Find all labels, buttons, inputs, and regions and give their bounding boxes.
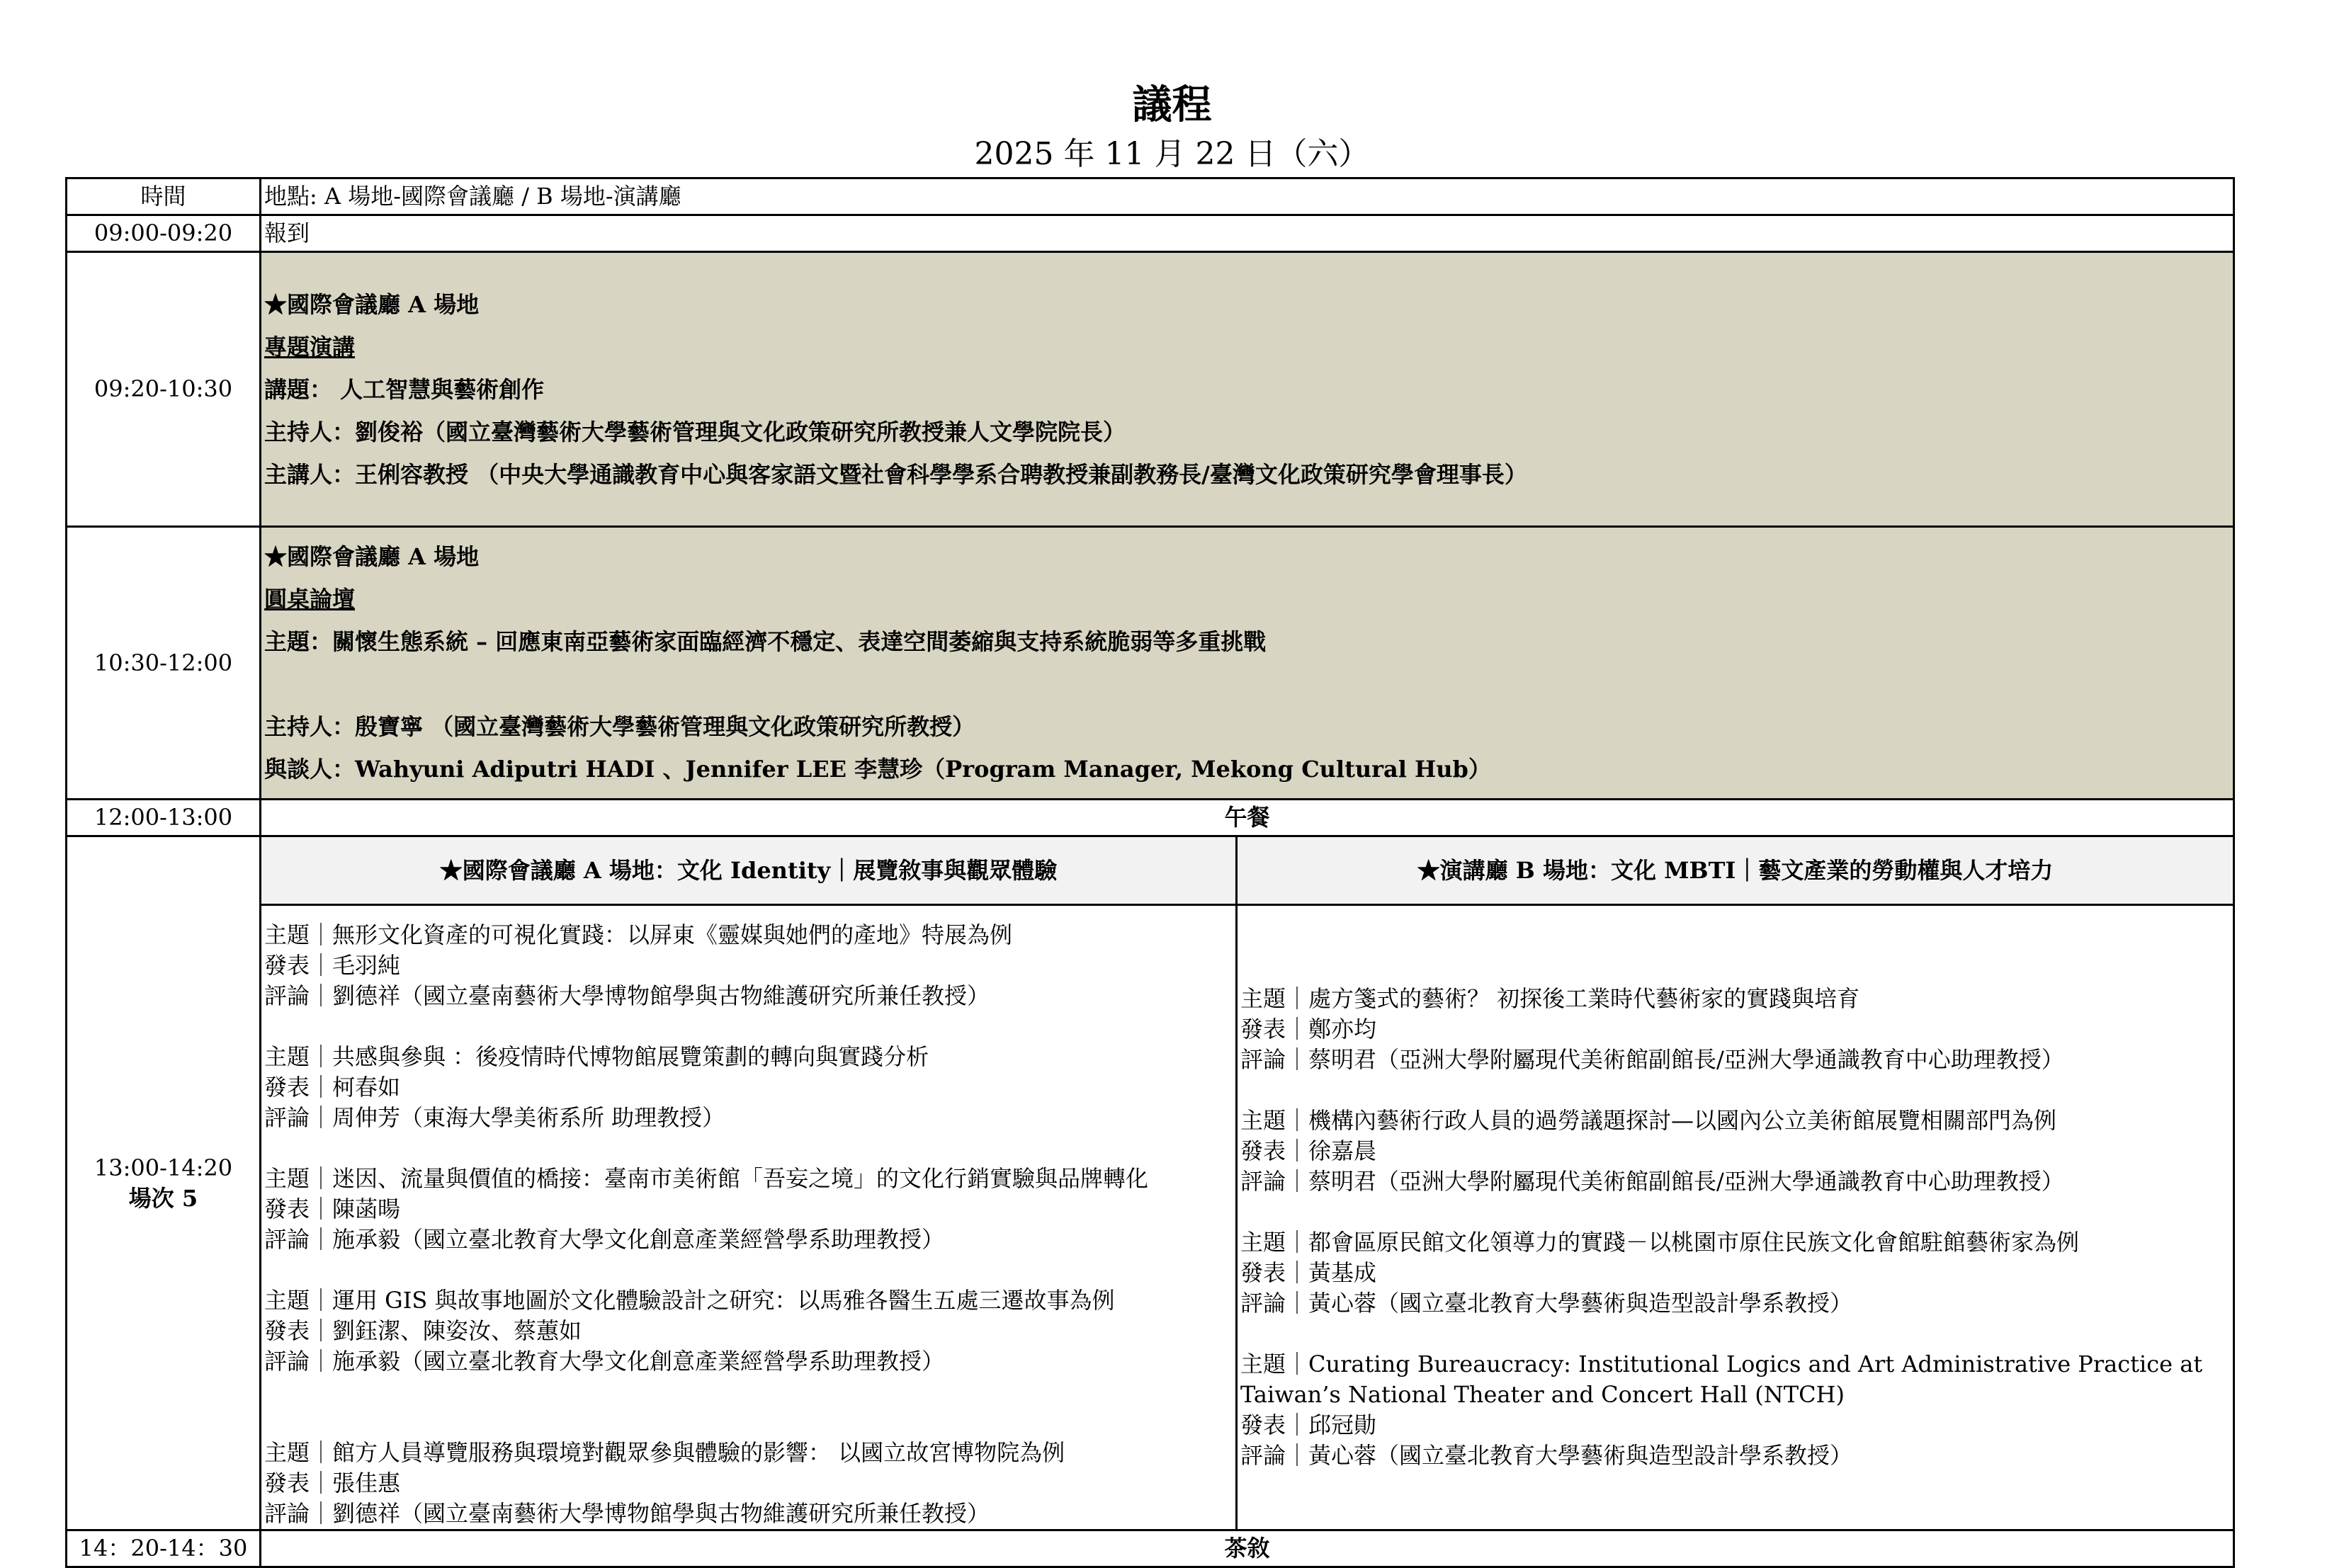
checkin-time: 09:00-09:20	[67, 215, 261, 252]
roundtable-panel: 與談人：Wahyuni Adiputri HADI 、Jennifer LEE 李慧珍（Program Manager, Mekong Cultural Hub）	[264, 756, 1491, 783]
session5-venue-b: ★演講廳 B 場地：文化 MBTI｜藝文產業的勞動權與人才培力	[1237, 836, 2234, 905]
lunch-row	[67, 800, 2234, 836]
page-date: 2025 年 11 月 22 日（六）	[974, 136, 1370, 172]
session5-papers-b	[1237, 905, 2234, 1530]
roundtable-row	[67, 527, 2234, 800]
venue-header: 地點: A 場地-國際會議廳 / B 場地-演講廳	[261, 178, 2234, 215]
paper-topic: 主題｜館方人員導覽服務與環境對觀眾參與體驗的影響： 以國立故宮博物院為例	[264, 1439, 1065, 1466]
paper-a-5	[264, 1438, 1233, 1529]
paper-topic: 主題｜都會區原民館文化領導力的實踐－以桃園市原住民族文化會館駐館藝術家為例	[1240, 1229, 2080, 1256]
paper-topic: 主題｜運用 GIS 與故事地圖於文化體驗設計之研究：以馬雅各醫生五處三遷故事為例	[264, 1287, 1115, 1314]
paper-topic: 主題｜共感與參與 ：後疫情時代博物館展覽策劃的轉向與實踐分析	[264, 1043, 929, 1070]
header-row	[67, 178, 2234, 215]
agenda-table	[65, 177, 2235, 1568]
roundtable-host: 主持人：殷寶寧 （國立臺灣藝術大學藝術管理與文化政策研究所教授）	[264, 713, 975, 740]
keynote-topic: 講題： 人工智慧與藝術創作	[264, 375, 545, 403]
paper-discussant: 評論｜施承毅（國立臺北教育大學文化創意產業經營學系助理教授）	[264, 1348, 945, 1375]
session5-time-cell	[67, 836, 261, 1530]
paper-discussant: 評論｜蔡明君（亞洲大學附屬現代美術館副館長/亞洲大學通識教育中心助理教授）	[1240, 1046, 2064, 1073]
roundtable-venue: ★國際會議廳 A 場地	[264, 543, 480, 570]
paper-b-3	[1240, 1227, 2230, 1319]
paper-presenter: 發表｜張佳惠	[264, 1470, 401, 1496]
paper-a-2	[264, 1042, 1233, 1133]
page-title: 議程	[1132, 81, 1212, 128]
session5-label: 場次 5	[128, 1184, 198, 1212]
paper-discussant: 評論｜劉德祥（國立臺南藝術大學博物館學與古物維護研究所兼任教授）	[264, 1500, 990, 1527]
keynote-row	[67, 252, 2234, 527]
paper-discussant: 評論｜周伸芳（東海大學美術系所 助理教授）	[264, 1104, 725, 1131]
session5-body-row	[67, 905, 2234, 1530]
paper-topic: 主題｜處方箋式的藝術？ 初探後工業時代藝術家的實踐與培育	[1240, 985, 1860, 1012]
keynote-host: 主持人：劉俊裕（國立臺灣藝術大學藝術管理與文化政策研究所教授兼人文學院院長）	[264, 418, 1126, 445]
paper-topic: 主題｜無形文化資產的可視化實踐：以屏東《靈媒與她們的產地》特展為例	[264, 921, 1013, 948]
session5-venue-a: ★國際會議廳 A 場地：文化 Identity｜展覽敘事與觀眾體驗	[261, 836, 1237, 905]
paper-topic: 主題｜機構內藝術行政人員的過勞議題探討—以國內公立美術館展覽相關部門為例	[1240, 1107, 2057, 1134]
paper-topic: 主題｜迷因、流量與價值的橋接：臺南市美術館「吾妄之境」的文化行銷實驗與品牌轉化	[264, 1165, 1149, 1192]
tea-text: 茶敘	[261, 1530, 2234, 1567]
paper-b-1	[1240, 984, 2230, 1075]
roundtable-time: 10:30-12:00	[67, 527, 261, 800]
paper-presenter: 發表｜徐嘉晨	[1240, 1137, 1377, 1164]
checkin-text: 報到	[261, 215, 2234, 252]
keynote-cell	[261, 252, 2234, 527]
paper-discussant: 評論｜施承毅（國立臺北教育大學文化創意產業經營學系助理教授）	[264, 1226, 945, 1253]
paper-presenter: 發表｜柯春如	[264, 1074, 401, 1101]
paper-discussant: 評論｜黃心蓉（國立臺北教育大學藝術與造型設計學系教授）	[1240, 1290, 1853, 1317]
keynote-speaker: 主講人：王俐容教授 （中央大學通識教育中心與客家語文暨社會科學學系合聘教授兼副教務長/臺灣文化政策研究學會理事長）	[264, 460, 1527, 488]
paper-presenter: 發表｜毛羽純	[264, 952, 401, 979]
spacer	[264, 663, 2230, 705]
roundtable-cell	[261, 527, 2234, 800]
paper-discussant: 評論｜蔡明君（亞洲大學附屬現代美術館副館長/亞洲大學通識教育中心助理教授）	[1240, 1168, 2064, 1195]
lunch-time: 12:00-13:00	[67, 800, 261, 836]
session5-head-row	[67, 836, 2234, 905]
checkin-row	[67, 215, 2234, 252]
paper-a-3	[264, 1164, 1233, 1255]
session5-time: 13:00-14:20	[94, 1154, 233, 1181]
paper-discussant: 評論｜劉德祥（國立臺南藝術大學博物館學與古物維護研究所兼任教授）	[264, 982, 990, 1009]
paper-a-4	[264, 1285, 1233, 1377]
paper-b-4	[1240, 1349, 2230, 1471]
paper-presenter: 發表｜鄭亦均	[1240, 1016, 1377, 1043]
keynote-time: 09:20-10:30	[67, 252, 261, 527]
time-header: 時間	[67, 178, 261, 215]
paper-b-2	[1240, 1106, 2230, 1197]
tea-row	[67, 1530, 2234, 1567]
roundtable-type: 圓桌論壇	[264, 586, 356, 613]
paper-discussant: 評論｜黃心蓉（國立臺北教育大學藝術與造型設計學系教授）	[1240, 1442, 1853, 1469]
keynote-venue: ★國際會議廳 A 場地	[264, 290, 480, 318]
paper-a-1	[264, 920, 1233, 1011]
paper-presenter: 發表｜黃基成	[1240, 1259, 1377, 1286]
paper-presenter: 發表｜邱冠勛	[1240, 1411, 1377, 1438]
roundtable-topic: 主題：關懷生態系統 – 回應東南亞藝術家面臨經濟不穩定、表達空間萎縮與支持系統脆弱等多重挑戰	[264, 628, 1267, 655]
session5-papers-a	[261, 905, 1237, 1530]
paper-presenter: 發表｜陳菡暘	[264, 1195, 401, 1222]
keynote-type: 專題演講	[264, 333, 356, 360]
paper-presenter: 發表｜劉鈺潔、陳姿汝、蔡蕙如	[264, 1317, 582, 1344]
lunch-text: 午餐	[261, 800, 2234, 836]
paper-topic: 主題｜Curating Bureaucracy: Institutional Logics and Art Administrative Practice at Taiwan’s National Theater and Concert Hall (NTCH)	[1240, 1351, 2203, 1408]
tea-time: 14：20-14：30	[67, 1530, 261, 1567]
